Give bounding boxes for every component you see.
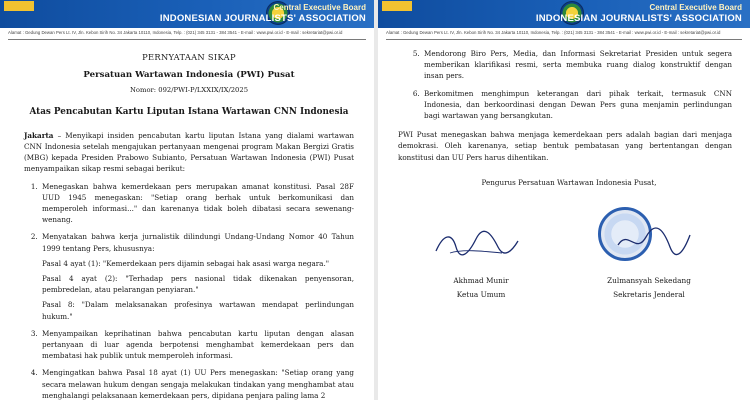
point-2 [40,231,354,321]
association-label: INDONESIAN JOURNALISTS' ASSOCIATION [535,13,742,24]
signer-1-name: Akhmad Munir [453,275,509,285]
board-label: Central Executive Board [273,3,366,12]
closing-paragraph: PWI Pusat menegaskan bahwa menjaga kemerdekaan pers adalah bagian dari menjaga demokrasi. Oleh karenanya, setiap bentuk pembatasan yang bertentangan dengan konstitusi dan UU Pers harus dihentikan. [398,130,732,162]
intro-paragraph [24,130,354,175]
point-1: 1. Menegaskan bahwa kemerdekaan pers merupakan amanat konstitusi. Pasal 28F UUD 1945 menegaskan: "Setiap orang berhak untuk berkomunikasi dan memperoleh informasi..." dan karenanya tidak boleh dibatasi secara sewenang-wenang. [40,181,354,226]
point-2-a: Pasal 4 ayat (1): "Kemerdekaan pers dijamin sebagai hak asasi warga negara." [42,258,330,268]
statement-body-cont [398,48,732,337]
sign-caption: Pengurus Persatuan Wartawan Indonesia Pusat, [481,177,657,187]
statement-body [24,52,354,400]
doc-topic: Atas Pencabutan Kartu Liputan Istana Wartawan CNN Indonesia [29,106,349,117]
point-6: 6. Berkomitmen menghimpun keterangan dari pihak terkait, termasuk CNN Indonesia, dan berkoordinasi dengan Dewan Pers guna menjamin perlindungan bagi wartawan yang bersangkutan. [422,88,732,122]
doc-title: PERNYATAAN SIKAP [142,52,236,62]
signer-1-role: Ketua Umum [456,289,506,299]
statement-points [24,181,354,400]
brand-stripe [4,1,34,11]
point-2-c: Pasal 8: "Dalam melaksanakan profesinya wartawan mendapat perlindungan hukum." [42,300,354,321]
statement-points-cont [406,48,732,121]
statement-page-1 [0,0,374,400]
point-2-text: Menyatakan bahwa kerja jurnalistik dilindungi Undang-Undang Nomor 40 Tahun 1999 tentang Pers, khususnya: [42,232,354,253]
header-divider [8,39,366,40]
org-title: Persatuan Wartawan Indonesia (PWI) Pusat [83,70,295,81]
signature-akhmad-munir [432,229,522,259]
point-2-b: Pasal 4 ayat (2): "Terhadap pers nasional tidak dikenakan penyensoran, pembredelan, atau pelarangan penyiaran." [42,274,354,295]
point-5: 5. Mendorong Biro Pers, Media, dan Informasi Sekretariat Presiden untuk segera memberikan klarifikasi resmi, serta membuka ruang dialog konstruktif dengan insan pers. [422,48,732,82]
signer-2-name: Zulmansyah Sekedang [607,275,691,285]
header-divider [386,39,742,40]
letterhead-banner [0,0,374,28]
board-label: Central Executive Board [649,3,742,12]
address-line: Alamat : Gedung Dewan Pers Lt. IV, Jln. Kebon Sirih No. 34 Jakarta 10110, Indonesia, Telp. : (021) 345 3131 - 384 3541 - E-mail : www.pwi.or.id - E-mail : sekretariat@pwi.or.id [386,30,721,35]
letterhead-banner [378,0,750,28]
address-line: Alamat : Gedung Dewan Pers Lt. IV, Jln. Kebon Sirih No. 34 Jakarta 10110, Indonesia, Telp. : (021) 345 3131 - 384 3541 - E-mail : www.pwi.or.id - E-mail : sekretariat@pwi.or.id [8,30,343,35]
point-4: 4. Mengingatkan bahwa Pasal 18 ayat (1) UU Pers menegaskan: "Setiap orang yang secara melawan hukum dengan sengaja melakukan tindakan yang menghambat atau menghalangi pelaksanaan kemerdekaan pers, dipidana penjara paling lama 2 [40,367,354,400]
intro-lead: Jakarta [24,130,54,140]
association-label: INDONESIAN JOURNALISTS' ASSOCIATION [159,13,366,24]
brand-stripe [382,1,412,11]
signer-2-role: Sekretaris Jenderal [613,289,685,299]
signature-zulmansyah [614,227,694,257]
statement-page-2 [378,0,750,400]
point-3: 3. Menyampaikan keprihatinan bahwa pencabutan kartu liputan dengan alasan pertanyaan di luar agenda berpotensi menghambat kemerdekaan pers dan membatasi hak publik untuk memperoleh informasi. [40,328,354,362]
doc-number: Nomor: 092/PWI-P/LXXIX/IX/2025 [129,86,249,95]
intro-text: – Menyikapi insiden pencabutan kartu liputan Istana yang dialami wartawan CNN Indonesia setelah mengajukan pertanyaan mengenai program Makan Bergizi Gratis (MBG) kepada Presiden Prabowo Subianto, Persatuan Wartawan Indonesia (PWI) Pusat menyampaikan sikap resmi sebagai berikut: [24,130,354,174]
signature-area [406,177,732,337]
